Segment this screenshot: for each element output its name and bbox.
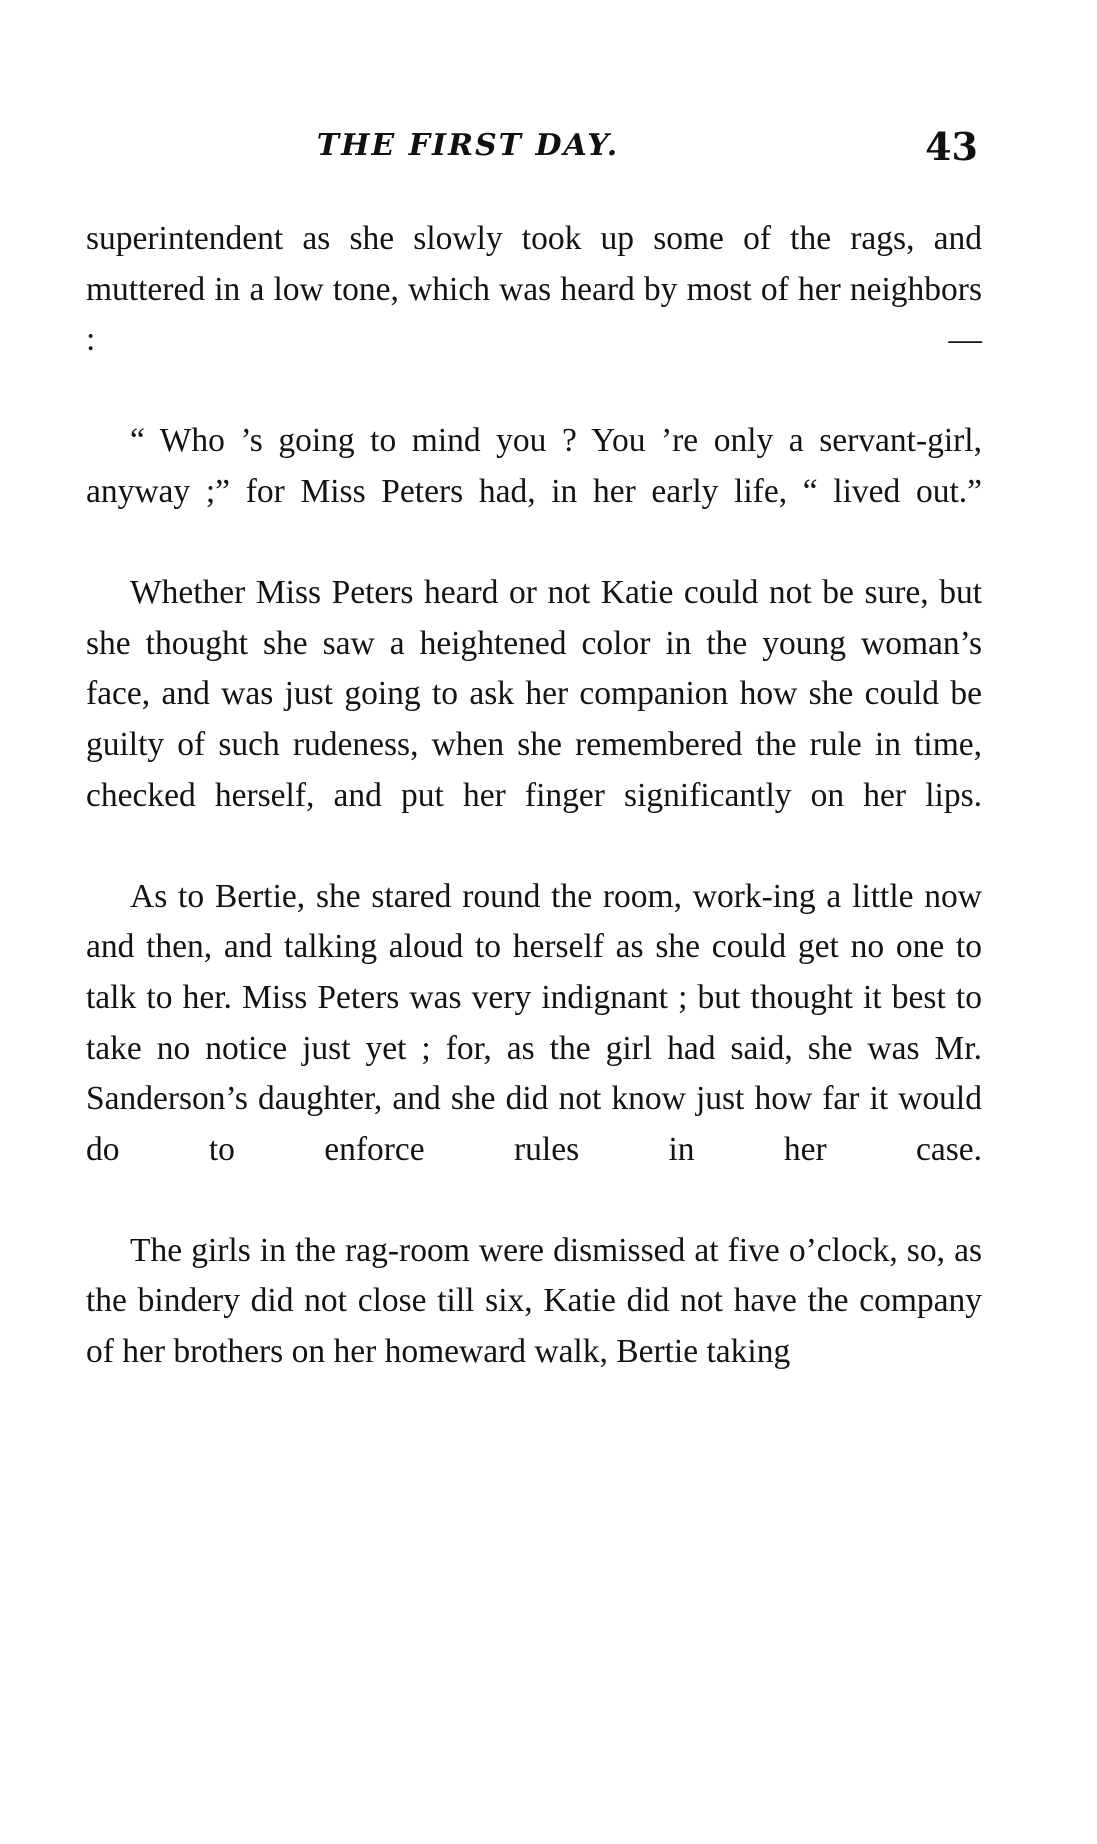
paragraph: As to Bertie, she stared round the room, work-ing a little now and then, and talking aloud to herself as she could get no one to talk to her. Miss Peters was very indignant ; but thought it best to take no notice just yet ; for, as the girl had said, she was Mr. Sanderson’s daughter, and she did not know just how far it would do to enforce rules in her case. xyxy=(86,877,982,1168)
page-number: 43 xyxy=(925,124,978,169)
running-head-title: THE FIRST DAY. xyxy=(316,128,620,163)
paragraph: superintendent as she slowly took up some of the rags, and muttered in a low tone, which was heard by most of her neighbors : — xyxy=(86,220,982,359)
page-body xyxy=(86,214,982,1378)
paragraph: “ Who ’s going to mind you ? You ’re only a servant-girl, anyway ;” for Miss Peters had, in her early life, “ lived out.” xyxy=(86,422,982,510)
paragraph: Whether Miss Peters heard or not Katie could not be sure, but she thought she saw a heightened color in the young woman’s face, and was just going to ask her companion how she could be guilty of such rudeness, when she remembered the rule in time, checked herself, and put her finger significantly on her lips. xyxy=(86,574,982,814)
page-header xyxy=(88,124,978,188)
paragraph: The girls in the rag-room were dismissed at five o’clock, so, as the bindery did not close till six, Katie did not have the company of her brothers on her homeward walk, Bertie taking xyxy=(86,1231,982,1371)
